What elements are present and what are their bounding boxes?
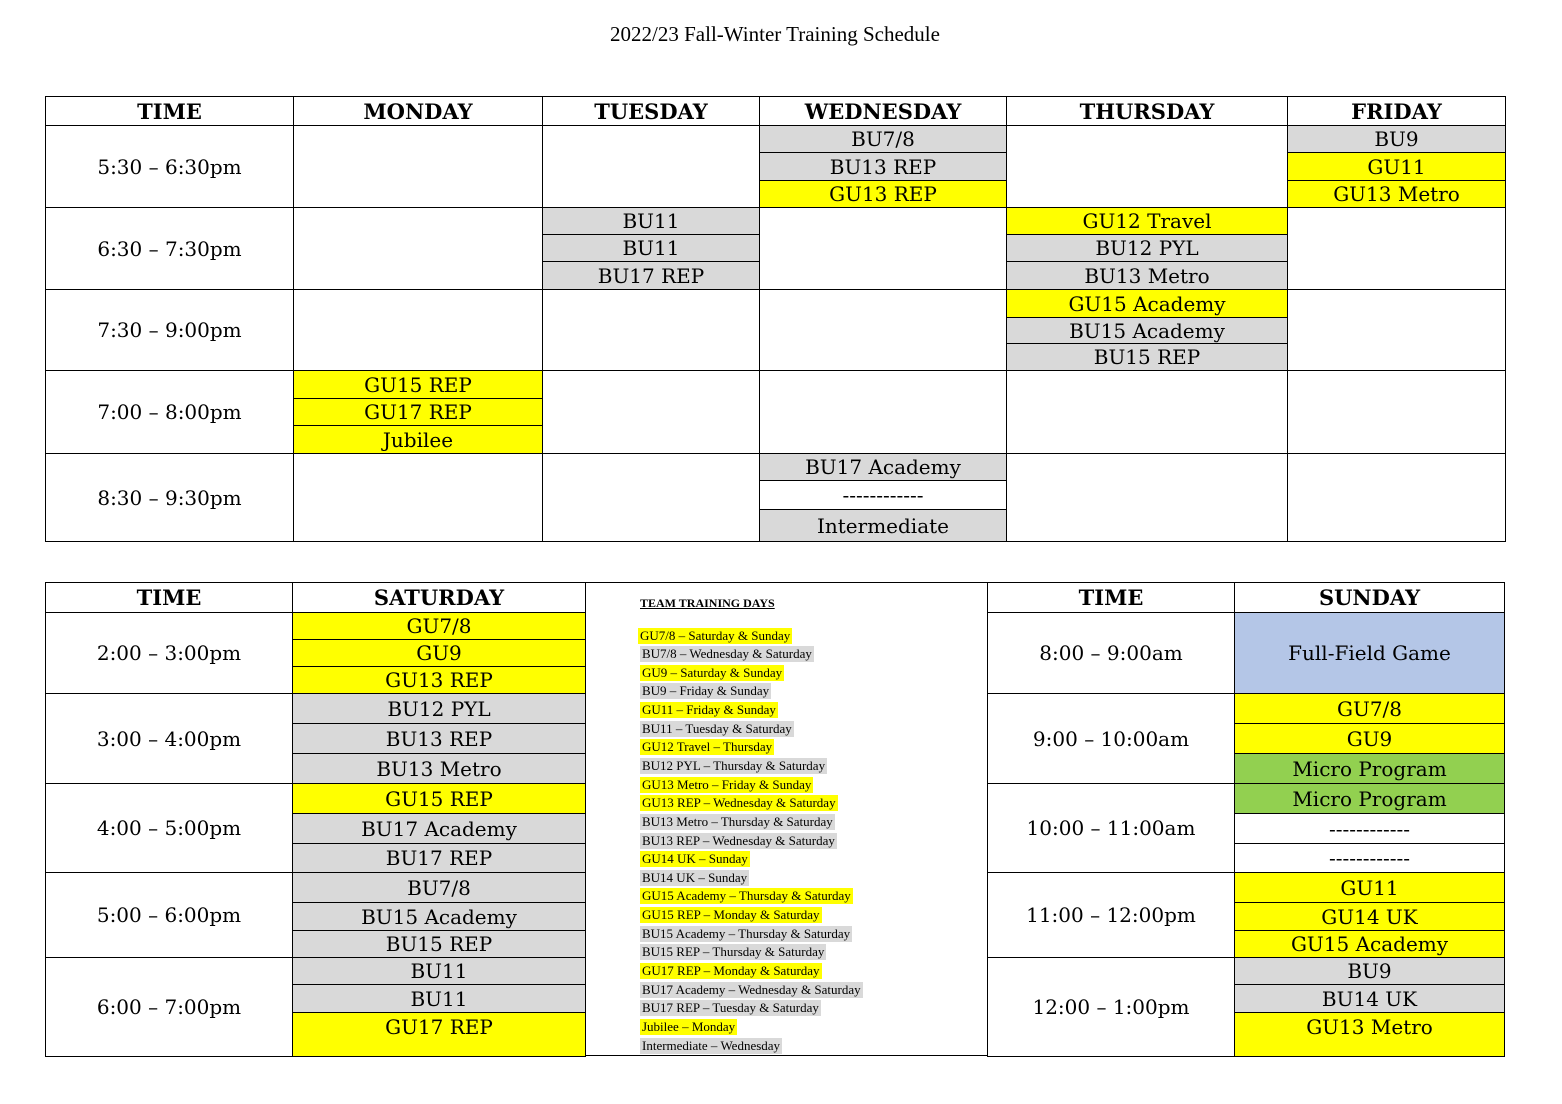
team-slot: GU7/8: [293, 613, 586, 640]
legend-item: BU7/8 – Wednesday & Saturday: [642, 646, 812, 661]
legend-item: BU17 REP – Tuesday & Saturday: [642, 1000, 819, 1015]
empty-cell: [294, 290, 543, 371]
time-slot: 2:00 – 3:00pm: [46, 613, 293, 694]
empty-cell: [760, 208, 1007, 290]
weekday-schedule-table: [45, 96, 1506, 542]
time-slot: 9:00 – 10:00am: [988, 694, 1235, 784]
legend-title: TEAM TRAINING DAYS: [640, 596, 775, 610]
empty-cell: [1288, 290, 1505, 371]
team-slot: BU11: [543, 208, 760, 235]
time-slot: 4:00 – 5:00pm: [46, 784, 293, 873]
empty-cell: [543, 290, 760, 371]
empty-cell: [294, 126, 543, 208]
team-slot: GU11: [1288, 153, 1505, 181]
team-slot: BU9: [1235, 958, 1504, 985]
team-slot: BU11: [293, 958, 586, 985]
team-slot-divider: ------------: [760, 481, 1007, 510]
team-slot: Micro Program: [1235, 754, 1504, 784]
empty-cell: [294, 208, 543, 290]
team-slot: GU13 Metro: [1235, 1013, 1504, 1056]
empty-cell: [1007, 454, 1288, 541]
time-slot: 5:30 – 6:30pm: [46, 126, 294, 208]
team-slot-divider: ------------: [1235, 844, 1504, 873]
team-slot: Intermediate: [760, 510, 1007, 541]
empty-cell: [543, 126, 760, 208]
legend-item: GU9 – Saturday & Sunday: [642, 665, 783, 680]
legend-item: BU12 PYL – Thursday & Saturday: [642, 758, 826, 773]
team-slot: BU11: [293, 985, 586, 1013]
legend-item: BU14 UK – Sunday: [642, 870, 748, 885]
empty-cell: [760, 290, 1007, 371]
team-slot: BU7/8: [293, 873, 586, 903]
page-title: 2022/23 Fall-Winter Training Schedule: [610, 22, 940, 46]
time-slot: 8:30 – 9:30pm: [46, 454, 294, 541]
legend-item: BU17 Academy – Wednesday & Saturday: [642, 982, 861, 997]
empty-cell: [1288, 371, 1505, 454]
team-slot: GU17 REP: [294, 399, 543, 426]
team-slot: BU13 REP: [293, 724, 586, 754]
team-slot: GU11: [1235, 873, 1504, 903]
team-slot: BU12 PYL: [1007, 235, 1288, 262]
team-slot: Full-Field Game: [1235, 613, 1504, 694]
team-slot: BU15 Academy: [293, 903, 586, 931]
team-slot: BU7/8: [760, 126, 1007, 153]
team-slot: GU7/8: [1235, 694, 1504, 724]
legend-item: GU7/8 – Saturday & Sunday: [640, 628, 791, 643]
legend-item: Jubilee – Monday: [642, 1019, 736, 1034]
legend-item: GU13 REP – Wednesday & Saturday: [642, 795, 836, 810]
empty-cell: [1007, 126, 1288, 208]
time-slot: 6:30 – 7:30pm: [46, 208, 294, 290]
time-slot: 6:00 – 7:00pm: [46, 958, 293, 1056]
legend-item: GU13 Metro – Friday & Sunday: [642, 777, 812, 792]
header-saturday: SATURDAY: [293, 583, 586, 613]
team-slot: GU13 Metro: [1288, 181, 1505, 208]
legend-item: GU11 – Friday & Sunday: [642, 702, 776, 717]
team-slot: BU15 REP: [1007, 344, 1288, 371]
team-slot: BU9: [1288, 126, 1505, 153]
header-tuesday: TUESDAY: [543, 97, 760, 126]
team-slot: BU11: [543, 235, 760, 262]
time-slot: 3:00 – 4:00pm: [46, 694, 293, 784]
team-slot: GU17 REP: [293, 1013, 586, 1056]
team-slot: GU13 REP: [760, 181, 1007, 208]
header-thursday: THURSDAY: [1007, 97, 1288, 126]
legend-item: BU15 REP – Thursday & Saturday: [642, 944, 825, 959]
team-slot-divider: ------------: [1235, 814, 1504, 844]
team-slot: GU14 UK: [1235, 903, 1504, 931]
team-slot: BU17 Academy: [760, 454, 1007, 481]
team-slot: GU12 Travel: [1007, 208, 1288, 235]
empty-cell: [1288, 454, 1505, 541]
legend-item: BU15 Academy – Thursday & Saturday: [642, 926, 851, 941]
team-slot: BU13 REP: [760, 153, 1007, 181]
empty-cell: [1288, 208, 1505, 290]
team-slot: BU17 REP: [543, 262, 760, 290]
header-time: TIME: [988, 583, 1235, 613]
team-slot: GU15 Academy: [1235, 931, 1504, 958]
team-slot: BU14 UK: [1235, 985, 1504, 1013]
saturday-schedule-table: [45, 582, 586, 1057]
team-slot: BU13 Metro: [1007, 262, 1288, 290]
empty-cell: [543, 454, 760, 541]
empty-cell: [1007, 371, 1288, 454]
team-slot: BU17 Academy: [293, 814, 586, 844]
time-slot: 10:00 – 11:00am: [988, 784, 1235, 873]
team-slot: BU15 REP: [293, 931, 586, 958]
legend-item: BU9 – Friday & Sunday: [642, 683, 770, 698]
time-slot: 7:30 – 9:00pm: [46, 290, 294, 371]
legend-item: BU13 Metro – Thursday & Saturday: [642, 814, 833, 829]
team-slot: GU13 REP: [293, 667, 586, 694]
legend-item: Intermediate – Wednesday: [642, 1038, 781, 1053]
team-slot: BU15 Academy: [1007, 318, 1288, 344]
empty-cell: [294, 454, 543, 541]
team-slot: GU9: [293, 640, 586, 667]
legend-item: GU15 Academy – Thursday & Saturday: [642, 888, 851, 903]
header-monday: MONDAY: [294, 97, 543, 126]
empty-cell: [760, 371, 1007, 454]
time-slot: 12:00 – 1:00pm: [988, 958, 1235, 1056]
legend-item: GU14 UK – Sunday: [642, 851, 748, 866]
time-slot: 5:00 – 6:00pm: [46, 873, 293, 958]
time-slot: 8:00 – 9:00am: [988, 613, 1235, 694]
empty-cell: [543, 371, 760, 454]
header-wednesday: WEDNESDAY: [760, 97, 1007, 126]
time-slot: 11:00 – 12:00pm: [988, 873, 1235, 958]
legend-item: GU15 REP – Monday & Saturday: [642, 907, 820, 922]
legend-item: GU17 REP – Monday & Saturday: [642, 963, 820, 978]
time-slot: 7:00 – 8:00pm: [46, 371, 294, 454]
team-slot: GU15 REP: [294, 371, 543, 399]
sunday-schedule-table: [987, 582, 1505, 1057]
legend-item: BU11 – Tuesday & Saturday: [642, 721, 792, 736]
team-slot: GU15 REP: [293, 784, 586, 814]
team-slot: BU12 PYL: [293, 694, 586, 724]
team-slot: Micro Program: [1235, 784, 1504, 814]
team-slot: BU17 REP: [293, 844, 586, 873]
header-time: TIME: [46, 583, 293, 613]
legend-item: GU12 Travel – Thursday: [642, 739, 773, 754]
team-slot: GU9: [1235, 724, 1504, 754]
header-friday: FRIDAY: [1288, 97, 1505, 126]
team-slot: GU15 Academy: [1007, 290, 1288, 318]
legend-item: BU13 REP – Wednesday & Saturday: [642, 833, 835, 848]
header-time: TIME: [46, 97, 294, 126]
header-sunday: SUNDAY: [1235, 583, 1504, 613]
team-training-days-legend: [586, 582, 987, 1056]
team-slot: BU13 Metro: [293, 754, 586, 784]
team-slot: Jubilee: [294, 426, 543, 454]
